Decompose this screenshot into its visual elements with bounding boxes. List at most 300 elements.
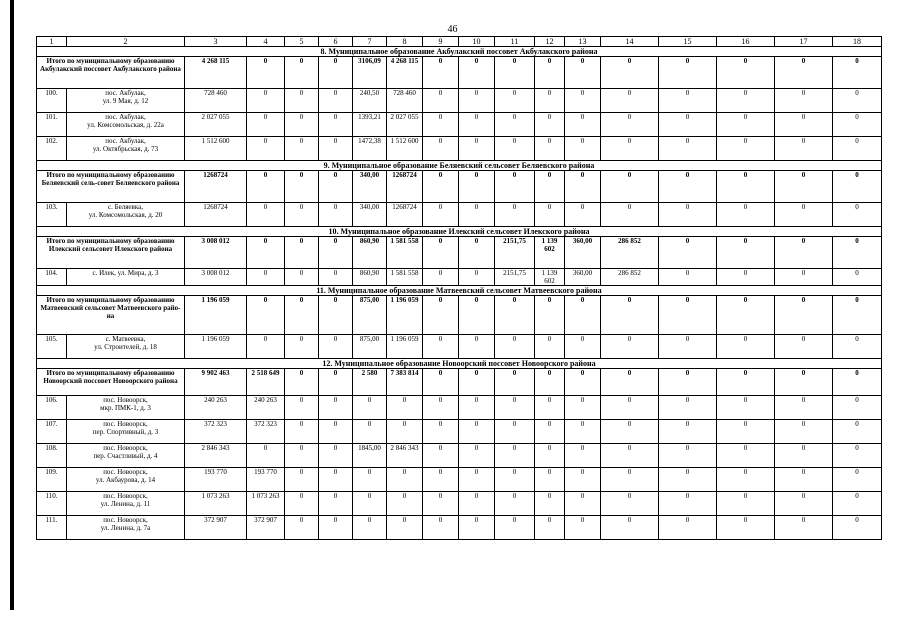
total-value: 0	[459, 171, 495, 203]
row-index: 109.	[37, 468, 67, 492]
row-address	[67, 335, 185, 359]
table-row	[37, 335, 882, 359]
row-index: 106.	[37, 396, 67, 420]
column-header: 11	[495, 37, 535, 47]
row-value: 0	[833, 468, 882, 492]
total-value: 0	[423, 369, 459, 396]
row-value: 0	[285, 468, 319, 492]
column-header: 7	[353, 37, 387, 47]
table-row	[37, 492, 882, 516]
row-value: 875,00	[353, 335, 387, 359]
table-row	[37, 396, 882, 420]
row-value: 0	[459, 516, 495, 540]
total-value: 0	[565, 369, 601, 396]
column-header: 18	[833, 37, 882, 47]
row-value: 1 512 600	[185, 137, 247, 161]
row-value: 0	[495, 444, 535, 468]
row-value: 728 460	[185, 89, 247, 113]
row-value: 0	[601, 113, 659, 137]
row-value: 0	[833, 269, 882, 286]
row-value: 0	[285, 516, 319, 540]
table-row	[37, 89, 882, 113]
row-value: 0	[247, 137, 285, 161]
column-header: 10	[459, 37, 495, 47]
row-value: 0	[459, 396, 495, 420]
total-value: 0	[423, 57, 459, 89]
row-value: 1845,00	[353, 444, 387, 468]
total-value: 9 902 463	[185, 369, 247, 396]
total-value: 0	[285, 57, 319, 89]
total-value: 2 580	[353, 369, 387, 396]
column-header: 16	[717, 37, 775, 47]
row-value: 0	[459, 113, 495, 137]
total-value: 0	[423, 237, 459, 269]
section-title: 8. Муниципальное образование Акбулакский поссовет Акбулакского района	[37, 47, 882, 57]
row-value: 0	[565, 468, 601, 492]
table-row	[37, 113, 882, 137]
row-value: 0	[247, 113, 285, 137]
row-value: 0	[775, 113, 833, 137]
row-value: 0	[565, 492, 601, 516]
row-value: 0	[495, 137, 535, 161]
row-value: 0	[535, 203, 565, 227]
row-value: 0	[495, 396, 535, 420]
row-value: 0	[495, 113, 535, 137]
section-total-row	[37, 237, 882, 269]
total-value: 0	[659, 237, 717, 269]
row-value: 0	[717, 269, 775, 286]
row-address	[67, 516, 185, 540]
row-value: 240 263	[185, 396, 247, 420]
row-value: 0	[319, 113, 353, 137]
total-value: 0	[459, 369, 495, 396]
column-header: 3	[185, 37, 247, 47]
row-value: 0	[535, 516, 565, 540]
section-title: 12. Муниципальное образование Новоорский поссовет Новоорского района	[37, 359, 882, 369]
section-title-row	[37, 161, 882, 171]
total-value: 0	[319, 57, 353, 89]
row-index: 107.	[37, 420, 67, 444]
total-value: 0	[717, 369, 775, 396]
total-value: 0	[247, 237, 285, 269]
row-value: 0	[601, 335, 659, 359]
total-value: 0	[717, 296, 775, 335]
row-value: 0	[535, 113, 565, 137]
table-row	[37, 203, 882, 227]
total-value: 0	[495, 171, 535, 203]
row-value: 0	[387, 396, 423, 420]
row-value: 1393,21	[353, 113, 387, 137]
row-value: 0	[319, 137, 353, 161]
row-value: 360,00	[565, 269, 601, 286]
total-value: 0	[833, 369, 882, 396]
row-value: 2151,75	[495, 269, 535, 286]
row-value: 372 907	[185, 516, 247, 540]
row-value: 0	[833, 89, 882, 113]
row-value: 0	[833, 492, 882, 516]
address-line: с. Матвеевка,	[105, 335, 146, 343]
row-value: 0	[717, 396, 775, 420]
row-index: 108.	[37, 444, 67, 468]
address-line: пос. Новоорск,	[103, 492, 148, 500]
table-row	[37, 420, 882, 444]
total-value: 3106,09	[353, 57, 387, 89]
total-value: 0	[775, 237, 833, 269]
total-value: 0	[459, 296, 495, 335]
row-value: 0	[717, 468, 775, 492]
row-value: 0	[495, 420, 535, 444]
row-value: 372 323	[247, 420, 285, 444]
row-value: 1472,38	[353, 137, 387, 161]
total-value: 0	[833, 237, 882, 269]
row-value: 1268724	[185, 203, 247, 227]
address-line: ул. Комсомольская, д. 20	[88, 211, 163, 219]
total-value: 0	[659, 57, 717, 89]
left-margin-bar	[10, 0, 14, 610]
row-value: 0	[833, 420, 882, 444]
row-value: 0	[459, 203, 495, 227]
address-line: пер. Спортивный, д. 3	[92, 428, 159, 436]
row-value: 1 196 059	[387, 335, 423, 359]
row-value: 0	[495, 492, 535, 516]
row-value: 0	[717, 113, 775, 137]
address-line: пос. Новоорск,	[103, 396, 148, 404]
row-value: 0	[247, 335, 285, 359]
section-title: 9. Муниципальное образование Беляевский сельсовет Беляевского района	[37, 161, 882, 171]
row-value: 0	[353, 516, 387, 540]
row-value: 0	[353, 492, 387, 516]
total-value: 340,00	[353, 171, 387, 203]
table-row	[37, 137, 882, 161]
total-value: 4 268 115	[185, 57, 247, 89]
row-value: 0	[833, 396, 882, 420]
row-value: 0	[319, 89, 353, 113]
row-value: 0	[285, 420, 319, 444]
column-header: 5	[285, 37, 319, 47]
address-line: с. Беляевка,	[107, 203, 143, 211]
row-value: 0	[601, 137, 659, 161]
row-index: 110.	[37, 492, 67, 516]
row-value: 0	[459, 335, 495, 359]
row-value: 0	[319, 516, 353, 540]
total-value: 1 139 602	[535, 237, 565, 269]
total-value: 0	[717, 171, 775, 203]
row-value: 3 008 012	[185, 269, 247, 286]
row-value: 0	[535, 89, 565, 113]
section-title-row	[37, 227, 882, 237]
address-line: пос. Новоорск,	[103, 420, 148, 428]
total-label: Итого по муниципальному образованию Беляевский сель-совет Беляевского района	[37, 171, 185, 203]
total-value: 0	[717, 57, 775, 89]
row-value: 0	[423, 396, 459, 420]
row-value: 0	[495, 468, 535, 492]
total-value: 0	[775, 296, 833, 335]
row-index: 100.	[37, 89, 67, 113]
row-value: 0	[659, 468, 717, 492]
section-total-row	[37, 57, 882, 89]
row-address	[67, 444, 185, 468]
row-index: 105.	[37, 335, 67, 359]
row-value: 0	[285, 113, 319, 137]
total-value: 875,00	[353, 296, 387, 335]
row-value: 0	[459, 444, 495, 468]
row-value: 0	[565, 203, 601, 227]
total-value: 360,00	[565, 237, 601, 269]
column-header: 14	[601, 37, 659, 47]
total-value: 0	[285, 369, 319, 396]
total-value: 0	[285, 171, 319, 203]
row-value: 0	[247, 269, 285, 286]
total-value: 0	[775, 171, 833, 203]
total-value: 0	[495, 296, 535, 335]
row-value: 2 027 055	[387, 113, 423, 137]
row-value: 0	[319, 335, 353, 359]
address-line: ул. Строителей, д. 18	[94, 343, 157, 351]
row-value: 0	[535, 444, 565, 468]
total-value: 0	[285, 237, 319, 269]
row-address	[67, 468, 185, 492]
column-header: 1	[37, 37, 67, 47]
row-value: 0	[495, 335, 535, 359]
row-value: 0	[247, 89, 285, 113]
row-value: 0	[775, 89, 833, 113]
total-value: 0	[247, 57, 285, 89]
row-value: 0	[601, 468, 659, 492]
row-value: 0	[423, 516, 459, 540]
row-value: 0	[247, 203, 285, 227]
section-total-row	[37, 296, 882, 335]
row-value: 0	[565, 113, 601, 137]
total-value: 0	[659, 369, 717, 396]
row-index: 102.	[37, 137, 67, 161]
total-value: 0	[833, 57, 882, 89]
total-value: 3 008 012	[185, 237, 247, 269]
address-line: пос. Акбулак,	[105, 89, 146, 97]
row-value: 0	[459, 269, 495, 286]
column-header: 17	[775, 37, 833, 47]
row-value: 0	[565, 444, 601, 468]
total-value: 7 383 814	[387, 369, 423, 396]
row-value: 372 907	[247, 516, 285, 540]
table-row	[37, 269, 882, 286]
row-address	[67, 269, 185, 286]
total-value: 0	[535, 369, 565, 396]
row-value: 0	[775, 444, 833, 468]
row-value: 0	[535, 137, 565, 161]
row-value: 0	[659, 137, 717, 161]
total-value: 2 518 649	[247, 369, 285, 396]
total-value: 0	[659, 171, 717, 203]
total-value: 0	[423, 171, 459, 203]
row-value: 0	[775, 203, 833, 227]
section-title-row	[37, 286, 882, 296]
row-value: 0	[833, 335, 882, 359]
column-header: 6	[319, 37, 353, 47]
row-value: 0	[353, 468, 387, 492]
address-line: ул. Октябрьская, д. 73	[92, 145, 159, 153]
row-value: 0	[285, 269, 319, 286]
row-value: 0	[833, 444, 882, 468]
row-value: 0	[423, 468, 459, 492]
total-value: 0	[601, 296, 659, 335]
column-header: 8	[387, 37, 423, 47]
row-value: 0	[535, 420, 565, 444]
address-line: ул. Комсомольская, д. 22а	[87, 121, 164, 129]
row-value: 0	[565, 137, 601, 161]
row-value: 0	[459, 420, 495, 444]
total-value: 0	[565, 171, 601, 203]
total-value: 1 196 059	[387, 296, 423, 335]
table-row	[37, 468, 882, 492]
row-value: 0	[775, 468, 833, 492]
address-line: пос. Акбулак,	[105, 137, 146, 145]
row-value: 0	[659, 113, 717, 137]
row-value: 0	[353, 420, 387, 444]
total-value: 0	[319, 296, 353, 335]
row-value: 2 846 343	[387, 444, 423, 468]
section-title: 11. Муниципальное образование Матвеевский сельсовет Матвеевского района	[37, 286, 882, 296]
section-title-row	[37, 47, 882, 57]
total-value: 1268724	[387, 171, 423, 203]
row-value: 0	[565, 335, 601, 359]
row-index: 104.	[37, 269, 67, 286]
section-title: 10. Муниципальное образование Илекский сельсовет Илекского района	[37, 227, 882, 237]
total-value: 0	[247, 171, 285, 203]
total-value: 286 852	[601, 237, 659, 269]
total-value: 0	[601, 57, 659, 89]
row-value: 0	[285, 89, 319, 113]
row-value: 0	[717, 516, 775, 540]
row-value: 0	[285, 203, 319, 227]
address-line: пер. Счастливый, д. 4	[93, 452, 158, 460]
row-value: 0	[535, 492, 565, 516]
row-value: 0	[601, 420, 659, 444]
row-value: 0	[459, 492, 495, 516]
row-value: 0	[285, 137, 319, 161]
row-value: 0	[717, 137, 775, 161]
row-value: 0	[423, 335, 459, 359]
total-label: Итого по муниципальному образованию Матвеевский сельсовет Матвеевского райо-на	[37, 296, 185, 335]
total-value: 0	[459, 237, 495, 269]
row-value: 0	[717, 444, 775, 468]
row-value: 0	[285, 444, 319, 468]
row-value: 2 846 343	[185, 444, 247, 468]
total-value: 4 268 115	[387, 57, 423, 89]
total-value: 2151,75	[495, 237, 535, 269]
row-index: 103.	[37, 203, 67, 227]
total-value: 1 196 059	[185, 296, 247, 335]
row-value: 0	[423, 113, 459, 137]
row-value: 1 073 263	[247, 492, 285, 516]
total-value: 0	[833, 296, 882, 335]
row-value: 0	[423, 137, 459, 161]
row-value: 286 852	[601, 269, 659, 286]
row-value: 0	[717, 420, 775, 444]
row-value: 0	[775, 269, 833, 286]
row-value: 1 073 263	[185, 492, 247, 516]
row-value: 0	[535, 468, 565, 492]
column-header: 12	[535, 37, 565, 47]
table-row	[37, 516, 882, 540]
row-value: 193 770	[185, 468, 247, 492]
total-value: 0	[247, 296, 285, 335]
row-value: 0	[601, 396, 659, 420]
address-line: ул. Ленина, д. 11	[100, 500, 151, 508]
address-line: ул. 9 Мая, д. 12	[102, 97, 149, 105]
row-value: 0	[565, 89, 601, 113]
row-value: 193 770	[247, 468, 285, 492]
row-value: 0	[775, 335, 833, 359]
row-value: 0	[659, 420, 717, 444]
row-value: 0	[423, 492, 459, 516]
row-value: 0	[423, 269, 459, 286]
row-value: 0	[601, 444, 659, 468]
row-value: 240,50	[353, 89, 387, 113]
row-value: 0	[535, 396, 565, 420]
column-header: 13	[565, 37, 601, 47]
row-value: 0	[495, 516, 535, 540]
section-total-row	[37, 171, 882, 203]
row-value: 0	[659, 516, 717, 540]
row-value: 0	[565, 420, 601, 444]
total-value: 0	[423, 296, 459, 335]
row-value: 0	[319, 420, 353, 444]
row-value: 0	[353, 396, 387, 420]
row-value: 1 581 558	[387, 269, 423, 286]
row-value: 0	[659, 269, 717, 286]
total-value: 0	[565, 296, 601, 335]
address-line: пос. Акбулак,	[105, 113, 146, 121]
row-address	[67, 113, 185, 137]
page-number: 46	[447, 24, 458, 35]
row-value: 0	[387, 468, 423, 492]
row-value: 0	[423, 89, 459, 113]
row-value: 0	[833, 113, 882, 137]
row-address	[67, 492, 185, 516]
row-value: 0	[775, 516, 833, 540]
total-value: 0	[535, 296, 565, 335]
row-value: 0	[601, 492, 659, 516]
total-value: 0	[319, 237, 353, 269]
row-value: 1 139 602	[535, 269, 565, 286]
address-line: пос. Новоорск,	[103, 444, 148, 452]
row-value: 728 460	[387, 89, 423, 113]
row-value: 0	[285, 335, 319, 359]
total-value: 0	[601, 369, 659, 396]
row-value: 1 196 059	[185, 335, 247, 359]
row-value: 0	[659, 396, 717, 420]
total-value: 0	[319, 369, 353, 396]
address-line: ул. Ленина, д. 7а	[100, 524, 151, 532]
row-value: 0	[833, 516, 882, 540]
row-value: 860,90	[353, 269, 387, 286]
total-label: Итого по муниципальному образованию Илекский сельсовет Илекского района	[37, 237, 185, 269]
row-value: 0	[459, 137, 495, 161]
column-header-row	[37, 37, 882, 47]
row-value: 0	[565, 396, 601, 420]
row-value: 0	[659, 203, 717, 227]
total-value: 0	[285, 296, 319, 335]
row-value: 0	[659, 444, 717, 468]
row-value: 0	[423, 444, 459, 468]
row-value: 372 323	[185, 420, 247, 444]
row-value: 0	[659, 89, 717, 113]
row-value: 0	[775, 420, 833, 444]
row-value: 0	[601, 203, 659, 227]
row-address	[67, 137, 185, 161]
row-value: 0	[601, 516, 659, 540]
data-table	[36, 36, 882, 540]
